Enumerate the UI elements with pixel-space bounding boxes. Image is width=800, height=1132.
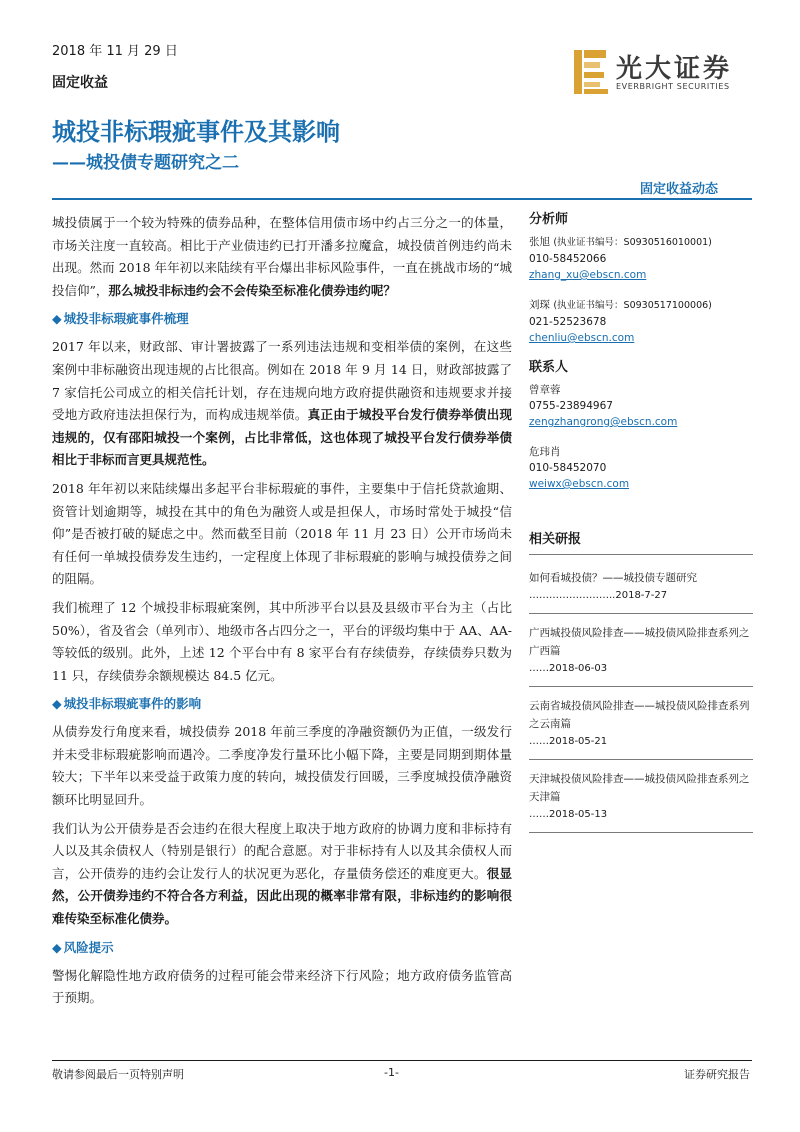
section1-paragraph-3: 我们梳理了 12 个城投非标瑕疵案例，其中所涉平台以县及县级市平台为主（占比 50%），省及省会（单列市）、地级市各占四分之一，平台的评级均集中于 AA、AA-等较低的级别。此外，上述 12 个平台中有 8 家平台有存续债券，存续债券只数为 11 只，存续债券余额规模达 84.5 亿元。 (52, 599, 512, 683)
report-category: 固定收益 (52, 75, 108, 91)
analyst-card (529, 297, 753, 346)
related-report-title: 天津城投债风险排查——城投债风险排查系列之天津篇 (529, 773, 750, 803)
section1-paragraph-1: 2017 年以来，财政部、审计署披露了一系列违法违规和变相举债的案例，在这些案例中非标融资出现违规的占比很高。例如在 2018 年 9 月 14 日，财政部披露了 7 家信托公司成立的相关信托计划，存在违规向地方政府提供融资和违规要求并接受地方政府违法担保行为，而构成违规举债。真正由于城投平台发行债券举债出现违规的，仅有邵阳城投一个案例，占比非常低，这也体现了城投平台发行债券举债相比于非标而言更具规范性。 (52, 339, 512, 468)
report-date: 2018 年 11 月 29 日 (52, 44, 178, 59)
analyst-email-link[interactable]: zhang_xu@ebscn.com (529, 269, 647, 281)
section1-paragraph-2: 2018 年年初以来陆续爆出多起平台非标瑕疵的事件，主要集中于信托贷款逾期、资管计划逾期等，城投在其中的角色为融资人或是担保人，市场时常处于城投“信仰”是否被打破的疑虑之中。然而截至目前（2018 年 11 月 23 日）公开市场尚未有任何一单城投债券发生违约，一定程度上体现了非标瑕疵的影响与城投债券之间的阻隔。 (52, 480, 512, 587)
logo-text-en: EVERBRIGHT SECURITIES (616, 82, 730, 91)
related-report-date: ……2018-06-03 (529, 663, 608, 674)
section3-paragraph-1: 警惕化解隐性地方政府债务的过程可能会带来经济下行风险；地方政府债务监管高于预期。 (52, 967, 512, 1006)
analyst-email-link[interactable]: chenliu@ebscn.com (529, 332, 635, 344)
logo-text-cn: 光大证券 (616, 54, 733, 84)
page-number: -1- (384, 1066, 399, 1079)
intro-paragraph: 城投债属于一个较为特殊的债券品种，在整体信用债市场中约占三分之一的体量，市场关注度一直较高。相比于产业债违约已打开潘多拉魔盒，城投债首例违约尚未出现。然而 2018 年年初以来陆续有平台爆出非标风险事件，一直在挑战市场的“城投信仰”，那么城投非标违约会不会传染至标准化债券违约呢？ (52, 215, 512, 298)
related-report-date: ……2018-05-13 (529, 809, 608, 820)
diamond-bullet-icon: ◆ (52, 696, 62, 712)
contact-name: 曾章蓉 (529, 384, 561, 396)
section-heading-3: ◆ 风险提示 (52, 939, 114, 955)
analyst-name: 刘琛 (529, 299, 550, 311)
everbright-logo (572, 48, 752, 96)
related-reports-heading: 相关研报 (529, 532, 753, 555)
contact-heading: 联系人 (529, 360, 569, 375)
footer-report-type: 证券研究报告 (684, 1068, 750, 1081)
contact-email-link[interactable]: zengzhangrong@ebscn.com (529, 416, 678, 428)
everbright-mark-icon (572, 48, 612, 96)
diamond-bullet-icon: ◆ (52, 939, 62, 955)
sidebar (529, 212, 753, 839)
related-report-date: ……………………..2018-7-27 (529, 590, 668, 601)
related-report-item[interactable] (529, 693, 753, 760)
header-divider (52, 198, 752, 200)
analyst-phone: 021-52523678 (529, 316, 607, 328)
analyst-phone: 010-58452066 (529, 253, 607, 265)
analyst-cert: (执业证书编号：S0930516010001) (553, 237, 712, 248)
footer-disclaimer: 敬请参阅最后一页特别声明 (52, 1068, 184, 1081)
analyst-heading: 分析师 (529, 212, 569, 227)
contact-phone: 0755-23894967 (529, 400, 613, 412)
contact-email-link[interactable]: weiwx@ebscn.com (529, 478, 630, 490)
analyst-cert: (执业证书编号：S0930517100006) (553, 300, 712, 311)
section2-paragraph-1: 从债券发行角度来看，城投债券 2018 年前三季度的净融资额仍为正值，一级发行并未受非标瑕疵影响而遇冷。二季度净发行量环比小幅下降，主要是同期到期体量较大；下半年以来受益于政策力度的转向，城投债发行回暖，三季度城投债净融资额环比明显回升。 (52, 724, 512, 808)
related-report-item[interactable] (529, 766, 753, 833)
report-subtitle: ——城投债专题研究之二 (52, 153, 239, 173)
related-report-date: ……2018-05-21 (529, 736, 608, 747)
related-report-title: 云南省城投债风险排查——城投债风险排查系列之云南篇 (529, 700, 750, 730)
related-report-item[interactable] (529, 620, 753, 687)
section-heading-2: ◆ 城投非标瑕疵事件的影响 (52, 696, 202, 712)
section-heading-1: ◆ 城投非标瑕疵事件梳理 (52, 311, 189, 327)
related-report-title: 广西城投债风险排查——城投债风险排查系列之广西篇 (529, 627, 750, 657)
report-type-tag: 固定收益动态 (640, 182, 719, 197)
contact-card (529, 444, 753, 492)
report-title: 城投非标瑕疵事件及其影响 (52, 118, 340, 146)
analyst-name: 张旭 (529, 236, 550, 248)
related-report-title: 如何看城投债？——城投债专题研究 (529, 572, 697, 584)
footer-divider (52, 1060, 752, 1061)
related-report-item[interactable] (529, 565, 753, 614)
main-body (52, 212, 512, 1016)
contact-phone: 010-58452070 (529, 462, 607, 474)
section2-paragraph-2: 我们认为公开债券是否会违约在很大程度上取决于地方政府的协调力度和非标持有人以及其余债权人（特别是银行）的配合意愿。对于非标持有人以及其余债权人而言，公开债券的违约会让发行人的状况更为恶化，存量债务偿还的难度更大。很显然，公开债券违约不符合各方利益，因此出现的概率非常有限，非标违约的影响很难传染至标准化债券。 (52, 820, 512, 927)
contact-name: 危玮肖 (529, 446, 561, 458)
contact-card (529, 382, 753, 430)
diamond-bullet-icon: ◆ (52, 311, 62, 327)
analyst-card (529, 234, 753, 283)
